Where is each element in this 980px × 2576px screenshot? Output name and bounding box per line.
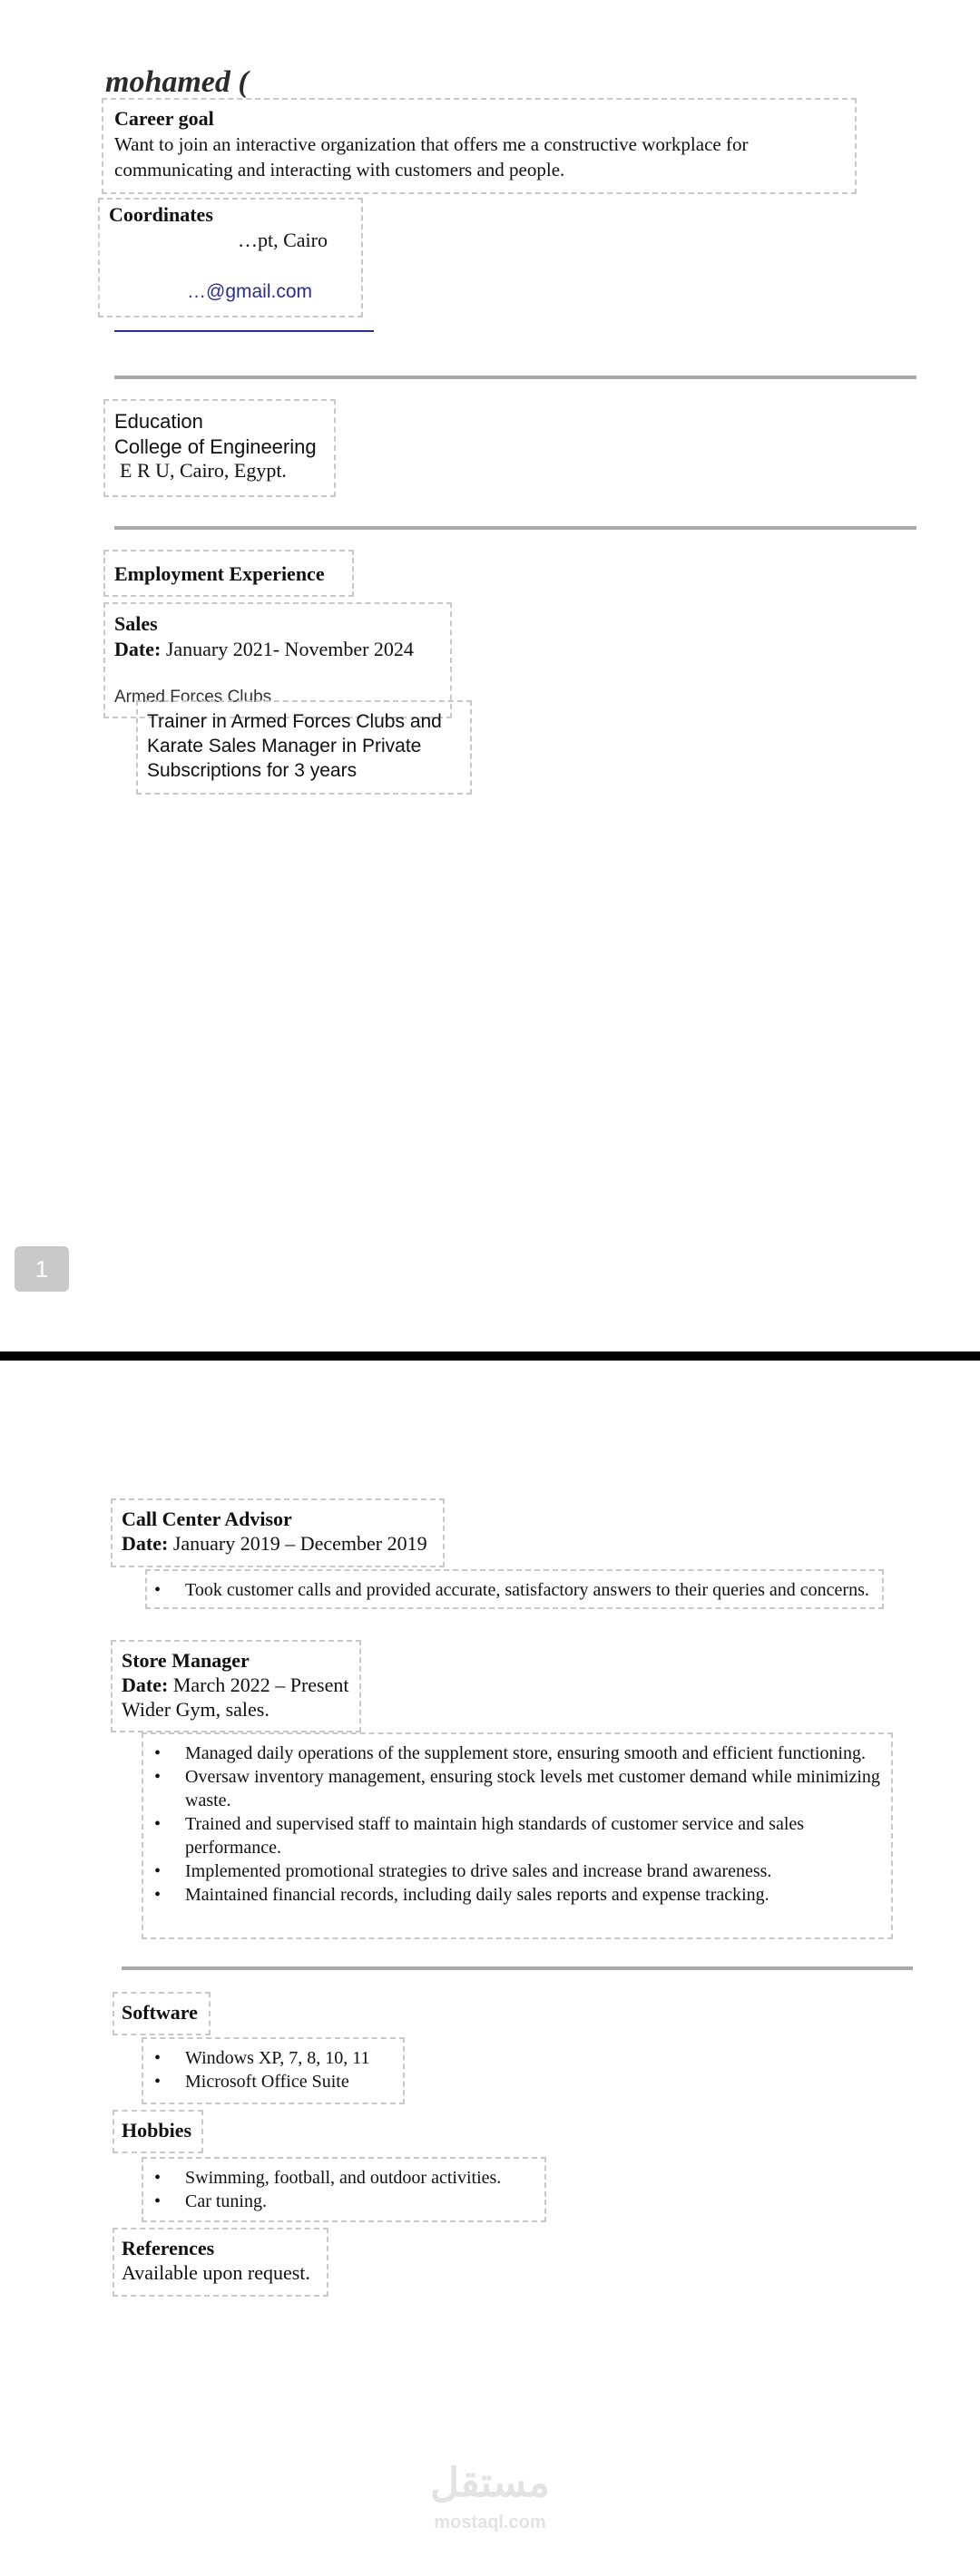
date-value: January 2019 – December 2019	[172, 1532, 427, 1555]
hobbies-list	[149, 2166, 539, 2213]
sales-job-desc-line1: Trainer in Armed Forces Clubs and	[147, 711, 442, 732]
education-place: E R U, Cairo, Egypt.	[120, 459, 287, 482]
sales-job-org: Armed Forces Clubs	[114, 688, 272, 707]
software-list	[149, 2046, 403, 2093]
list-item: • Managed daily operations of the supplement store, ensuring smooth and efficient functioning.	[149, 1742, 884, 1765]
list-item: • Car tuning.	[149, 2190, 539, 2213]
store-manager-title: Store Manager	[122, 1649, 250, 1672]
career-goal-heading: Career goal	[114, 107, 214, 130]
call-center-title: Call Center Advisor	[122, 1508, 292, 1530]
store-manager-bullets	[149, 1742, 884, 1907]
page-separator	[0, 1351, 980, 1361]
redacted-surname	[256, 65, 356, 102]
coordinates-heading: Coordinates	[109, 203, 213, 226]
call-center-bullets	[149, 1578, 875, 1602]
references-text: Available upon request.	[122, 2261, 310, 2284]
date-label: Date:	[122, 1532, 169, 1555]
date-label: Date:	[122, 1673, 169, 1696]
career-goal-text-line2: communicating and interacting with customers and people.	[114, 159, 565, 181]
sales-job-desc-line2: Karate Sales Manager in Private	[147, 736, 422, 756]
page-number-badge[interactable]: 1	[15, 1246, 69, 1292]
candidate-name: mohamed (	[105, 65, 249, 99]
date-value: March 2022 – Present	[172, 1673, 349, 1696]
date-label: Date:	[114, 638, 162, 660]
list-item: • Microsoft Office Suite	[149, 2070, 403, 2093]
redacted-address	[102, 229, 247, 259]
list-item: • Windows XP, 7, 8, 10, 11	[149, 2046, 403, 2070]
sales-job-date	[114, 638, 414, 661]
education-college: College of Engineering	[114, 435, 317, 458]
watermark-url: mostaql.com	[434, 2513, 546, 2532]
hobbies-heading: Hobbies	[122, 2119, 192, 2142]
sales-job-title: Sales	[114, 612, 158, 635]
call-center-date	[122, 1532, 427, 1556]
list-item: • Swimming, football, and outdoor activities.	[149, 2166, 539, 2190]
email-link[interactable]: …@gmail.com	[187, 281, 313, 302]
list-item: • Implemented promotional strategies to drive sales and increase brand awareness.	[149, 1859, 884, 1883]
email-underline	[114, 330, 374, 332]
address-text: …pt, Cairo	[238, 229, 328, 251]
software-heading: Software	[122, 2001, 198, 2024]
list-item: • Oversaw inventory management, ensuring stock levels met customer demand while minimizing waste.	[149, 1765, 884, 1812]
references-heading: References	[122, 2237, 215, 2259]
list-item: • Took customer calls and provided accurate, satisfactory answers to their queries and concerns.	[149, 1578, 875, 1602]
date-value: January 2021- November 2024	[165, 638, 414, 660]
career-goal-text-line1: Want to join an interactive organization that offers me a constructive workplace for	[114, 133, 749, 155]
watermark-logo: مستقل	[430, 2461, 550, 2505]
employment-heading: Employment Experience	[114, 562, 325, 585]
sales-job-desc-line3: Subscriptions for 3 years	[147, 760, 358, 781]
store-manager-org: Wider Gym, sales.	[122, 1698, 270, 1721]
list-item: • Trained and supervised staff to maintain high standards of customer service and sales performance.	[149, 1812, 884, 1859]
section-divider	[122, 1966, 913, 1970]
list-item: • Maintained financial records, including daily sales reports and expense tracking.	[149, 1883, 884, 1907]
section-divider	[114, 526, 916, 530]
education-heading: Education	[114, 410, 203, 433]
section-divider	[114, 376, 916, 379]
store-manager-date	[122, 1673, 349, 1697]
